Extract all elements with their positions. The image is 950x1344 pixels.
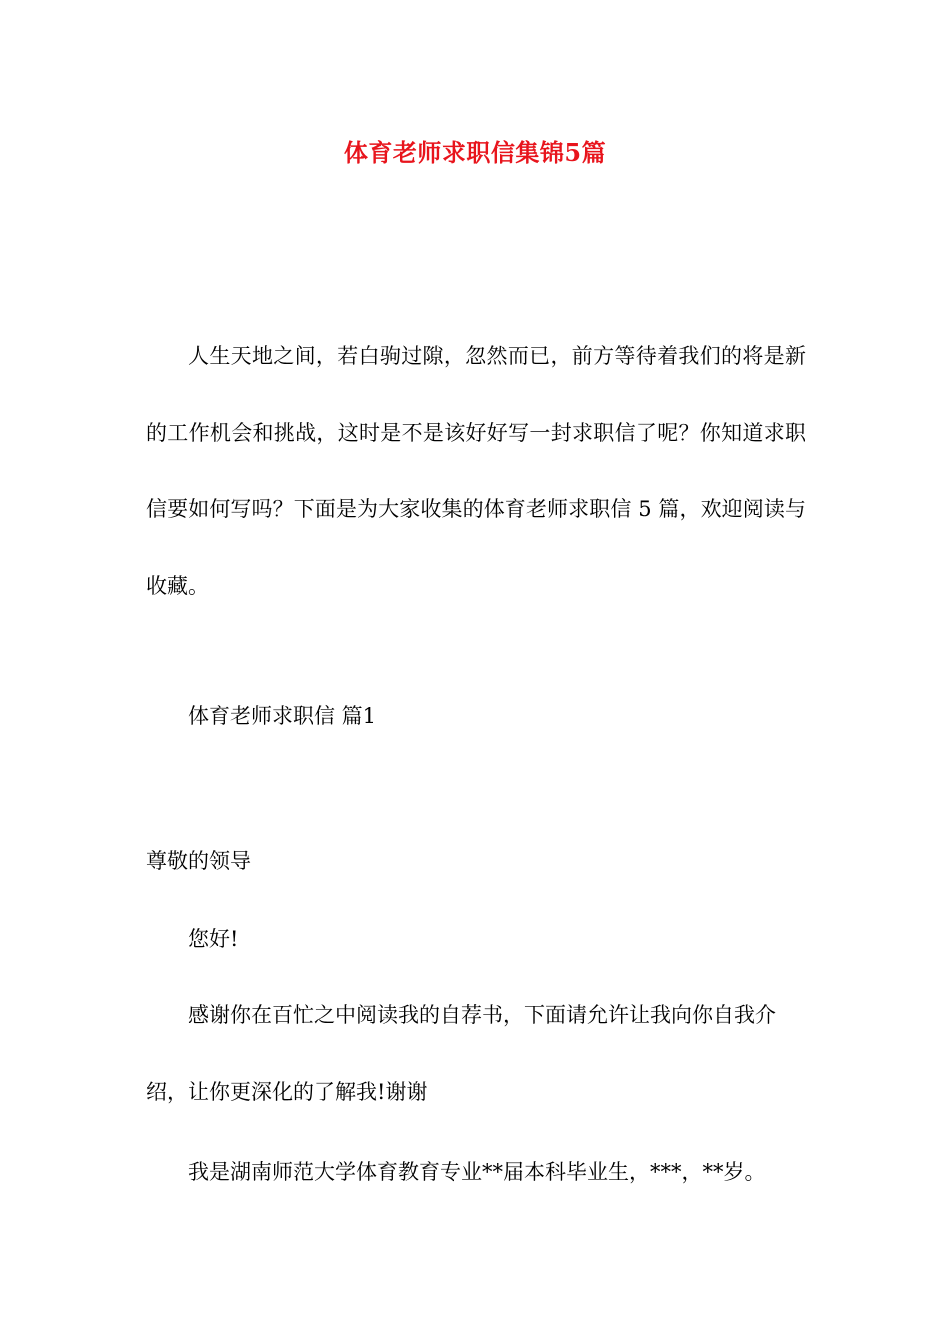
section-heading: 体育老师求职信 篇1 bbox=[188, 704, 377, 728]
body-paragraph: 感谢你在百忙之中阅读我的自荐书，下面请允许让我向你自我介绍，让你更深化的了解我!谢谢 bbox=[146, 1003, 776, 1104]
body-paragraph: 我是湖南师范大学体育教育专业**届本科毕业生，***，**岁。 bbox=[188, 1160, 766, 1184]
document-title: 体育老师求职信集锦5篇 bbox=[343, 138, 607, 167]
letter-salutation: 尊敬的领导 bbox=[146, 849, 251, 873]
intro-paragraph: 人生天地之间，若白驹过隙，忽然而已，前方等待着我们的将是新的工作机会和挑战，这时是不是该好好写一封求职信了呢？你知道求职信要如何写吗？下面是为大家收集的体育老师求职信 5 篇，欢迎阅读与收藏。 bbox=[146, 344, 806, 598]
letter-greeting: 您好! bbox=[188, 927, 239, 951]
